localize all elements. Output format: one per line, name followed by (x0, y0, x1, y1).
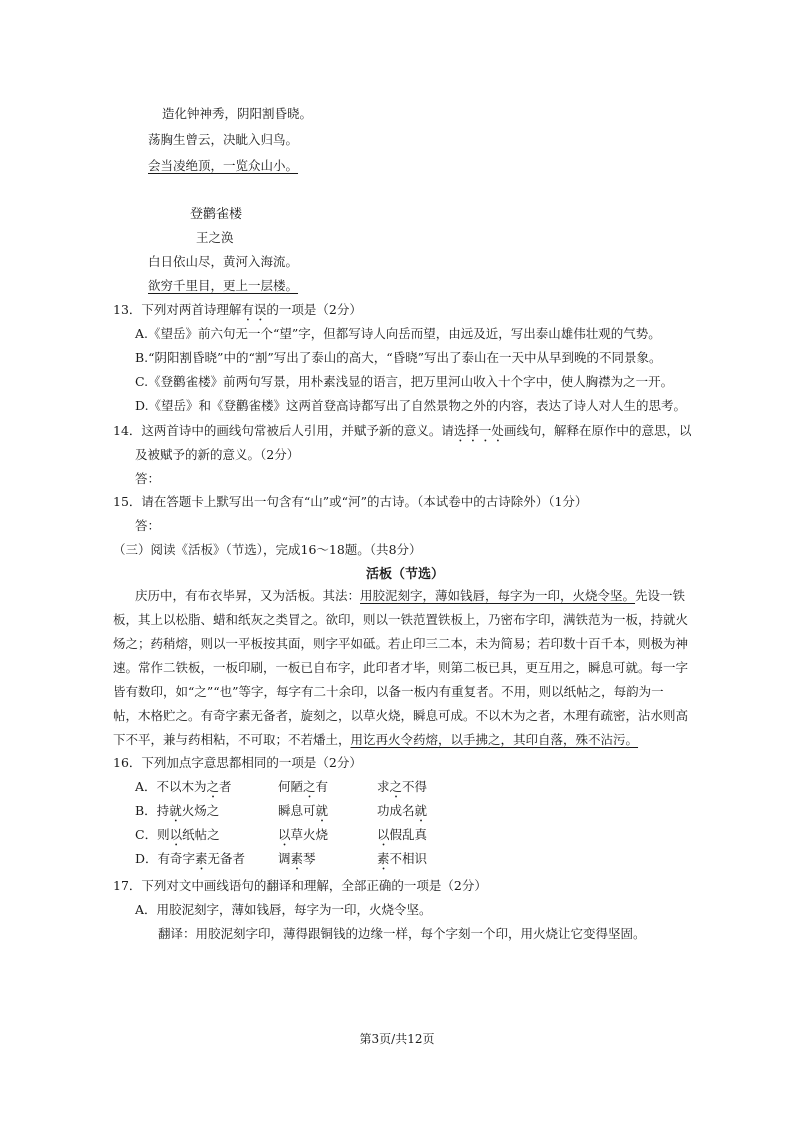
passage-line-3: 炀之；药稍熔，则以一平板按其面，则字平如砥。若止印三二本，未为简易；若印数十百千本，则极为神 (113, 636, 689, 651)
passage-line-1-a: 庆历中，有布衣毕昇，又为活板。其法： (135, 588, 361, 603)
q13-stem (113, 300, 362, 324)
q16-d1-post: 无备者 (207, 851, 246, 866)
q16-option-d-col-3 (377, 849, 427, 873)
q16-option-a-col-1 (135, 777, 232, 801)
q16-option-a-col-3 (377, 777, 427, 801)
q16-a1-pre: A．不以木为 (135, 779, 207, 794)
q15-stem: 15．请在答题卡上默写出一句含有“山”或“河”的古诗。（本试卷中的古诗除外）（1分） (113, 494, 588, 509)
q16-a2-dotted: 之 (303, 779, 316, 794)
passage-line-5: 皆有数印，如“之”“也”等字，每字有二十余印，以备一板内有重复者。不用，则以纸帖之，每韵为一 (113, 684, 664, 699)
poem2-line-1: 白日依山尽，黄河入海流。 (148, 254, 299, 269)
q14-stem-emphasis: 选择一处 (453, 423, 504, 438)
q16-a3-post: 不得 (402, 779, 428, 794)
q16-b1-post: 火炀之 (181, 803, 220, 818)
q14-answer-label: 答： (135, 471, 161, 486)
q13-option-d: D.《望岳》和《登鹳雀楼》这两首登高诗都写出了自然景物之外的内容，表达了诗人对人生的思考。 (135, 398, 687, 413)
q16-option-d-col-2 (278, 849, 316, 873)
q16-c2-dotted: 以 (278, 827, 291, 842)
q13-stem-part-b: 的一项是（2分） (266, 302, 362, 317)
q14-stem-line-2: 及被赋予的新的意义。（2分） (135, 447, 300, 462)
q16-b2-dotted: 就 (315, 803, 329, 818)
q17-stem: 17．下列对文中画线语句的翻译和理解，全部正确的一项是（2分） (113, 878, 487, 893)
q14-stem-part-b: 画线句，解释在原作中的意思，以 (503, 423, 692, 438)
passage-line-7 (113, 728, 638, 752)
passage-underlined-sentence-2: 用讫再火令药熔，以手拂之，其印自落，殊不沾污。 (350, 732, 639, 747)
passage-title: 活板（节选） (366, 567, 445, 582)
q15-answer-label: 答： (135, 518, 161, 533)
q16-option-b-col-1 (135, 801, 219, 825)
q16-option-c-col-3 (377, 825, 427, 849)
q16-c1-dotted: 以 (169, 827, 183, 842)
q16-a3-dotted: 之 (389, 779, 403, 794)
poem2-title: 登鹳雀楼 (190, 207, 243, 222)
q16-a1-dotted: 之 (206, 779, 220, 794)
q16-b3-dotted: 就 (414, 803, 428, 818)
q16-c1-pre: C．则 (135, 827, 170, 842)
q16-d2-dotted: 素 (290, 851, 304, 866)
q16-a2-pre: 何陋 (278, 779, 304, 794)
q16-option-b-col-2 (278, 801, 328, 825)
q13-option-b: B.“阴阳割昏晓”中的“割”写出了泰山的高大，“昏晓”写出了泰山在一天中从早到晚的不同景象。 (135, 350, 662, 365)
q16-stem: 16．下列加点字意思都相同的一项是（2分） (113, 755, 362, 770)
q13-option-c: C.《登鹳雀楼》前两句写景，用朴素浅显的语言，把万里河山收入十个字中，使人胸襟为之一开。 (135, 374, 674, 389)
q16-c3-post: 假乱真 (389, 827, 428, 842)
passage-line-7-a: 下不平，兼与药相粘，不可取；不若燔土， (113, 732, 351, 747)
q16-option-a-col-2 (278, 777, 328, 801)
passage-line-6: 帖，木格贮之。有奇字素无备者，旋刻之，以草火烧，瞬息可成。不以木为之者，木理有疏密，沾水则高 (113, 708, 689, 723)
q16-d3-dotted: 素 (377, 851, 390, 866)
poem1-line-2: 造化钟神秀，阴阳割昏晓。 (162, 106, 313, 121)
q16-b1-pre: B．持 (135, 803, 170, 818)
poem2-line-2-underlined: 欲穷千里目，更上一层楼。 (148, 278, 299, 293)
passage-line-1-b: 先设一铁 (635, 588, 686, 603)
q16-b2-pre: 瞬息可 (278, 803, 316, 818)
q14-stem-part-a: 14．这两首诗中的画线句常被后人引用，并赋予新的意义。请 (113, 423, 454, 438)
q16-d1-dotted: 素 (195, 851, 208, 866)
q16-option-c-col-2 (278, 825, 328, 849)
q16-c2-post: 草火烧 (290, 827, 329, 842)
q17-option-a-translation: 翻译：用胶泥刻字印，薄得跟铜钱的边缘一样，每个字刻一个印，用火烧让它变得坚固。 (158, 926, 646, 941)
q16-d2-pre: 调 (278, 851, 291, 866)
page-number: 第3页/共12页 (359, 1032, 435, 1046)
q16-b3-pre: 功成名 (377, 803, 415, 818)
q13-stem-part-a: 13．下列对两首诗理解 (113, 302, 242, 317)
q16-d2-post: 琴 (303, 851, 316, 866)
q17-option-a: A．用胶泥刻字，薄如钱唇，每字为一印，火烧令坚。 (135, 902, 432, 917)
q16-c1-post: 纸帖之 (182, 827, 220, 842)
q16-a3-pre: 求 (377, 779, 390, 794)
q13-option-a: A.《望岳》前六句无一个“望”字，但都写诗人向岳而望，由远及近，写出泰山雄伟壮观的气势。 (135, 326, 661, 341)
poem2-author: 王之涣 (196, 230, 234, 245)
q16-b1-dotted: 就 (169, 803, 182, 818)
q16-a1-post: 者 (219, 779, 232, 794)
q16-option-c-col-1 (135, 825, 220, 849)
q16-option-d-col-1 (135, 849, 245, 873)
q16-d1-pre: D．有奇字 (135, 851, 196, 866)
passage-line-1 (135, 584, 685, 608)
q14-stem (113, 421, 691, 445)
section3-heading: （三）阅读《活板》（节选），完成16～18题。（共8分） (113, 542, 422, 557)
q16-a2-post: 有 (315, 779, 329, 794)
q16-option-b-col-3 (377, 801, 427, 825)
passage-line-4: 速。常作二铁板，一板印刷，一板已自布字，此印者才毕，则第二板已具，更互用之，瞬息可就。每一字 (113, 660, 689, 675)
passage-underlined-sentence-1: 用胶泥刻字，薄如钱唇，每字为一印，火烧令坚。 (360, 588, 636, 603)
passage-line-2: 板，其上以松脂、蜡和纸灰之类冒之。欲印，则以一铁范置铁板上，乃密布字印，满铁范为一板，持就火 (113, 612, 689, 627)
poem1-line-4-underlined: 会当凌绝顶，一览众山小。 (148, 158, 299, 173)
q16-c3-dotted: 以 (377, 827, 390, 842)
q16-d3-post: 不相识 (389, 851, 428, 866)
q13-stem-emphasis: 有误 (241, 302, 267, 317)
poem1-line-3: 荡胸生曾云，决眦入归鸟。 (148, 132, 299, 147)
